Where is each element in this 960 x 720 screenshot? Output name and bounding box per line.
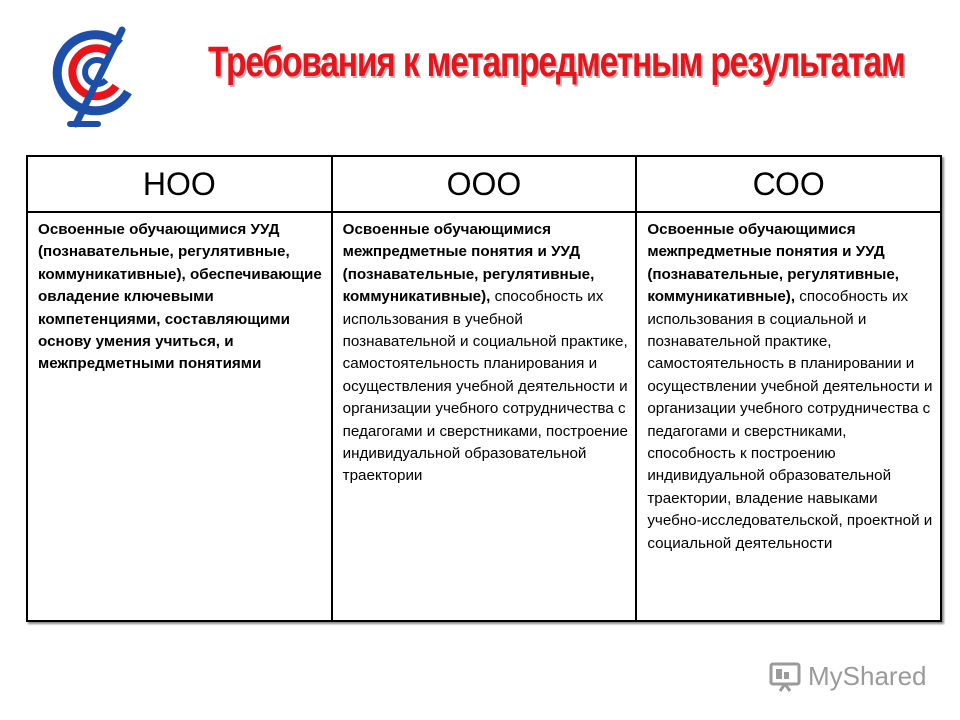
cell-ooo	[332, 212, 637, 621]
header-soo: СОО	[636, 156, 941, 212]
cell-soo	[636, 212, 941, 621]
myshared-icon	[768, 659, 802, 693]
requirements-table	[26, 155, 942, 622]
watermark	[768, 659, 927, 693]
header-ooo: ООО	[332, 156, 637, 212]
header-noo: НОО	[27, 156, 332, 212]
cell-ooo-bold-text: Освоенные обучающимися межпредметные понятия и УУД (познавательные, регулятивные, коммуникативные),	[342, 221, 595, 306]
logo-icon	[50, 24, 142, 132]
cell-soo-text: способность их использования в социальной и познавательной практике, самостоятельность в планировании и осуществлении учебной деятельности и организации учебного сотрудничества с педагогами и сверстниками, способность к построению индивидуальной образовательной траектории, владение навыками учебно-исследовательской, проектной и социальной деятельности	[647, 288, 933, 552]
cell-noo	[27, 212, 332, 621]
page-title: Требования к метапредметным результатам	[208, 38, 905, 86]
cell-soo-bold-text: Освоенные обучающимися межпредметные понятия и УУД (познавательные, регулятивные, коммуникативные),	[647, 221, 899, 306]
cell-ooo-text: способность их использования в учебной познавательной и социальной практике, самостоятельность планирования и осуществления учебной деятельности и организации учебного сотрудничества с педагогами и сверстниками, построение индивидуальной образовательной траектории	[342, 288, 628, 485]
watermark-text: MyShared	[808, 660, 927, 691]
cell-noo-bold-text: Освоенные обучающимися УУД (познавательные, регулятивные, коммуникативные), обеспечивающие овладение ключевыми компетенциями, составляющими основу умения учиться, и межпредметными понятиями	[38, 221, 322, 373]
